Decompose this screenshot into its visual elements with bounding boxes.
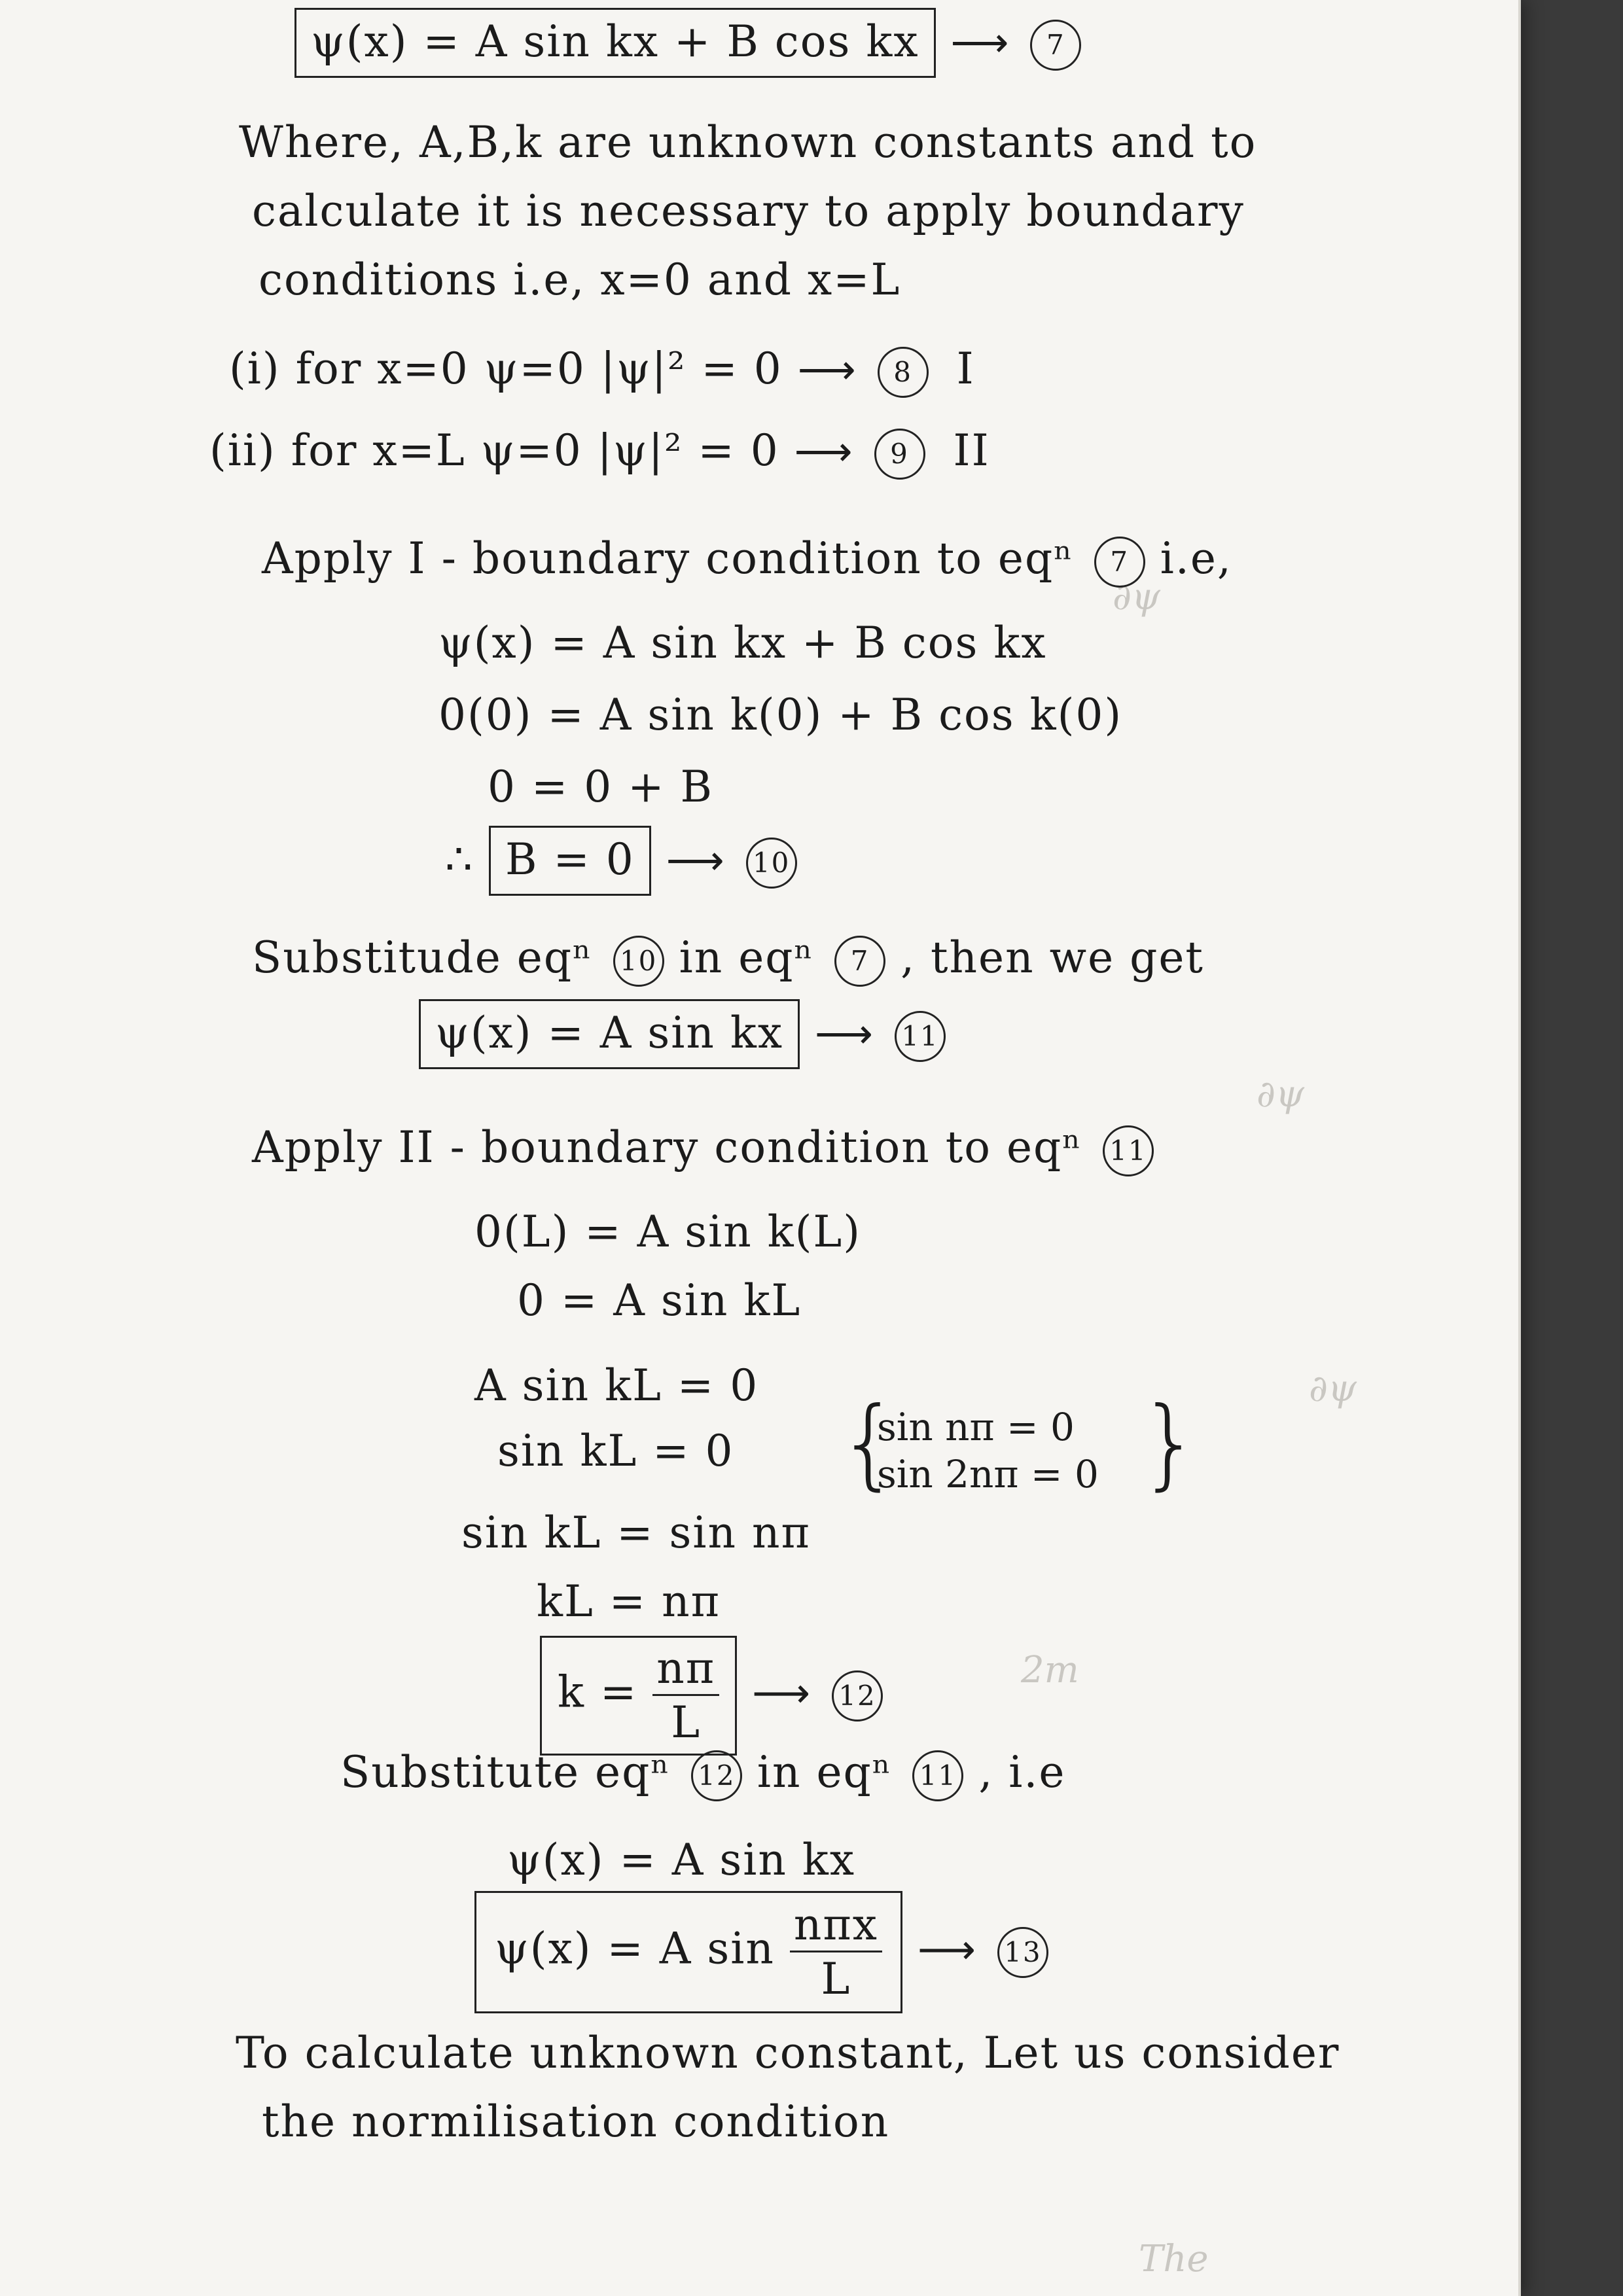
equation-line: [540, 1636, 883, 1756]
fraction-denominator: L: [671, 1697, 702, 1748]
bleed-through-text: The: [1139, 2238, 1209, 2280]
boxed-equation: ψ(x) = A sin kx + B cos kx: [294, 8, 936, 78]
equation-line: 0 = A sin kL: [517, 1275, 802, 1326]
condition-tag: I: [956, 344, 975, 394]
fraction: [790, 1899, 882, 2004]
equation-number: 7: [1030, 20, 1081, 71]
right-arrow-icon: ⟶: [815, 1010, 874, 1057]
right-arrow-icon: ⟶: [917, 1925, 977, 1973]
text-fragment: i.e,: [1160, 533, 1232, 584]
equation-number: 7: [834, 936, 885, 987]
text-fragment: , then we get: [901, 932, 1204, 983]
equation-line: [474, 1891, 1048, 2013]
equation-number: 10: [613, 936, 664, 987]
text-line: [262, 533, 1232, 588]
note-line: sin nπ = 0: [877, 1405, 1075, 1449]
text-line: [252, 1122, 1154, 1176]
bleed-through-text: ∂ψ: [1309, 1368, 1357, 1410]
equation-line: [419, 1008, 946, 1062]
right-brace-icon: }: [1139, 1386, 1202, 1500]
right-arrow-icon: ⟶: [666, 836, 726, 884]
equation-line: ψ(x) = A sin kx: [507, 1835, 856, 1885]
equation-line: [294, 16, 1081, 71]
fraction-numerator: nπ: [652, 1647, 719, 1696]
left-brace-icon: {: [838, 1386, 901, 1500]
text-line: To calculate unknown constant, Let us consider: [236, 2028, 1340, 2078]
equation-line: A sin kL = 0: [474, 1360, 759, 1411]
bleed-through-text: 2m: [1021, 1649, 1079, 1691]
equation-line: sin kL = sin nπ: [461, 1508, 811, 1558]
text-fragment: Apply I - boundary condition to eqⁿ: [262, 533, 1074, 584]
equation-line: kL = nπ: [537, 1576, 721, 1627]
condition-text: (i) for x=0 ψ=0 |ψ|² = 0: [229, 344, 783, 394]
equation-line: 0 = 0 + B: [488, 762, 714, 812]
equation-line: sin kL = 0: [497, 1426, 734, 1476]
equation-line: ψ(x) = A sin kx + B cos kx: [438, 618, 1047, 668]
equation-number: 11: [895, 1011, 946, 1062]
equation-number: 12: [832, 1670, 883, 1722]
boundary-condition-line: [209, 425, 990, 480]
equation-number: 9: [874, 429, 925, 480]
right-arrow-icon: ⟶: [794, 427, 854, 475]
equation-lhs: k =: [558, 1667, 638, 1718]
equation-number: 11: [1103, 1125, 1154, 1176]
text-line: the normilisation condition: [262, 2096, 890, 2147]
text-line: calculate it is necessary to apply boundary: [252, 186, 1245, 236]
right-arrow-icon: ⟶: [752, 1669, 812, 1717]
equation-number: 10: [746, 838, 797, 889]
text-fragment: in eqⁿ: [679, 932, 815, 983]
equation-number: 7: [1094, 537, 1145, 588]
text-fragment: Substitude eqⁿ: [252, 932, 593, 983]
equation-line: 0(0) = A sin k(0) + B cos k(0): [438, 690, 1123, 740]
right-arrow-icon: ⟶: [797, 345, 857, 393]
equation-line: 0(L) = A sin k(L): [474, 1207, 862, 1257]
text-fragment: in eqⁿ: [757, 1747, 893, 1797]
boxed-equation: B = 0: [489, 826, 651, 896]
bleed-through-text: ∂ψ: [1113, 576, 1160, 618]
text-fragment: , i.e: [978, 1747, 1066, 1797]
boundary-condition-line: [229, 344, 975, 398]
right-arrow-icon: ⟶: [950, 18, 1010, 66]
fraction: [652, 1643, 719, 1748]
condition-tag: II: [953, 425, 990, 476]
text-fragment: Apply II - boundary condition to eqⁿ: [252, 1122, 1082, 1173]
equation-number: 13: [997, 1927, 1048, 1978]
boxed-equation: [540, 1636, 737, 1756]
bleed-through-text: ∂ψ: [1257, 1073, 1304, 1116]
equation-number: 12: [691, 1750, 742, 1801]
equation-line: [445, 834, 797, 889]
fraction-numerator: nπx: [790, 1903, 882, 1952]
boxed-equation: [474, 1891, 902, 2013]
text-fragment: Substitute eqⁿ: [340, 1747, 671, 1797]
sine-zero-note: [838, 1386, 1202, 1500]
fraction-denominator: L: [821, 1954, 851, 2004]
boxed-equation: ψ(x) = A sin kx: [419, 999, 800, 1069]
equation-number: 11: [912, 1750, 963, 1801]
therefore-symbol: ∴: [445, 834, 474, 885]
text-line: [340, 1747, 1066, 1801]
condition-text: (ii) for x=L ψ=0 |ψ|² = 0: [209, 425, 779, 476]
equation-number: 8: [878, 347, 929, 398]
note-line: sin 2nπ = 0: [877, 1452, 1099, 1496]
text-line: conditions i.e, x=0 and x=L: [259, 255, 901, 305]
text-line: [252, 932, 1204, 987]
equation-lhs: ψ(x) = A sin: [495, 1923, 775, 1974]
text-line: Where, A,B,k are unknown constants and to: [239, 117, 1257, 168]
